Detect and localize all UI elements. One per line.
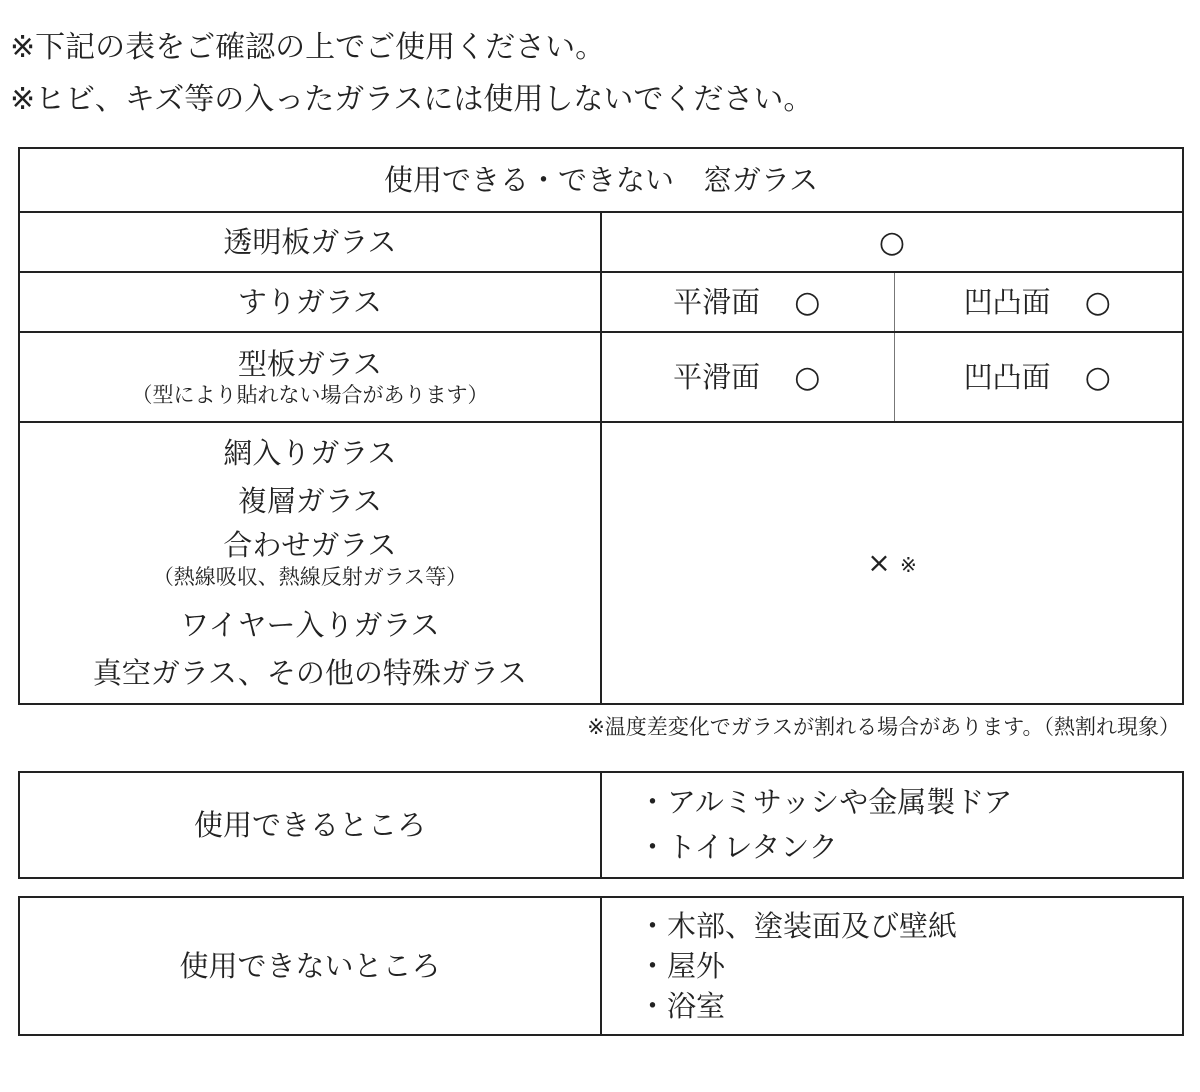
table-row <box>19 772 1183 878</box>
usable-label: 使用できるところ <box>19 772 601 878</box>
table-row <box>19 897 1183 1035</box>
footnote: ※温度差変化でガラスが割れる場合があります。（熱割れ現象） <box>587 715 1180 739</box>
list-item: ・トイレタンク <box>638 830 838 864</box>
surface-label: 凹凸面 <box>963 284 1051 319</box>
table-row <box>19 422 1183 704</box>
reference-mark: ※ <box>899 552 917 577</box>
glass-name-cell: すりガラス <box>19 272 601 332</box>
table-row <box>19 272 1183 332</box>
usable-list <box>601 772 1183 878</box>
glass-name-cell <box>19 422 601 704</box>
glass-name-cell <box>19 332 601 422</box>
glass-name: ワイヤー入りガラス <box>180 608 440 642</box>
textured-surface-cell <box>894 332 1183 422</box>
circle-mark: ○ <box>794 359 821 395</box>
table-header: 使用できる・できない 窓ガラス <box>19 148 1183 212</box>
not-usable-mark-cell <box>601 422 1183 704</box>
glass-name: 真空ガラス、その他の特殊ガラス <box>92 656 528 690</box>
table-row <box>19 332 1183 422</box>
glass-name-cell: 透明板ガラス <box>19 212 601 272</box>
table-header-row <box>19 148 1183 212</box>
list-item: ・浴室 <box>638 989 726 1023</box>
unusable-places-table <box>18 896 1184 1036</box>
glass-name: 網入りガラス <box>223 436 397 470</box>
smooth-surface-cell <box>601 332 894 422</box>
table-row <box>19 212 1183 272</box>
glass-name: 合わせガラス <box>223 528 397 562</box>
circle-mark: ○ <box>1084 359 1111 395</box>
smooth-surface-cell <box>601 272 894 332</box>
list-item: ・屋外 <box>638 949 726 983</box>
circle-mark: ○ <box>1084 284 1111 320</box>
circle-mark: ○ <box>794 284 821 320</box>
list-item: ・木部、塗装面及び壁紙 <box>638 909 958 943</box>
usable-mark-cell <box>601 212 1183 272</box>
unusable-list <box>601 897 1183 1035</box>
list-item: ・アルミサッシや金属製ドア <box>638 785 1013 819</box>
glass-name: 型板ガラス <box>237 347 383 381</box>
note-line-1: ※下記の表をご確認の上でご使用ください。 <box>10 30 606 65</box>
cross-mark: × <box>867 545 891 579</box>
surface-label: 凹凸面 <box>963 359 1051 394</box>
unusable-label: 使用できないところ <box>19 897 601 1035</box>
glass-name: 複層ガラス <box>237 484 383 518</box>
textured-surface-cell <box>894 272 1183 332</box>
note-line-2: ※ヒビ、キズ等の入ったガラスには使用しないでください。 <box>10 82 814 117</box>
glass-compatibility-table <box>18 147 1184 705</box>
circle-mark: ○ <box>878 224 906 260</box>
surface-label: 平滑面 <box>673 359 761 394</box>
surface-label: 平滑面 <box>673 284 761 319</box>
glass-note: （熱線吸収、熱線反射ガラス等） <box>152 565 468 589</box>
glass-note: （型により貼れない場合があります） <box>131 383 489 407</box>
usable-places-table <box>18 771 1184 879</box>
